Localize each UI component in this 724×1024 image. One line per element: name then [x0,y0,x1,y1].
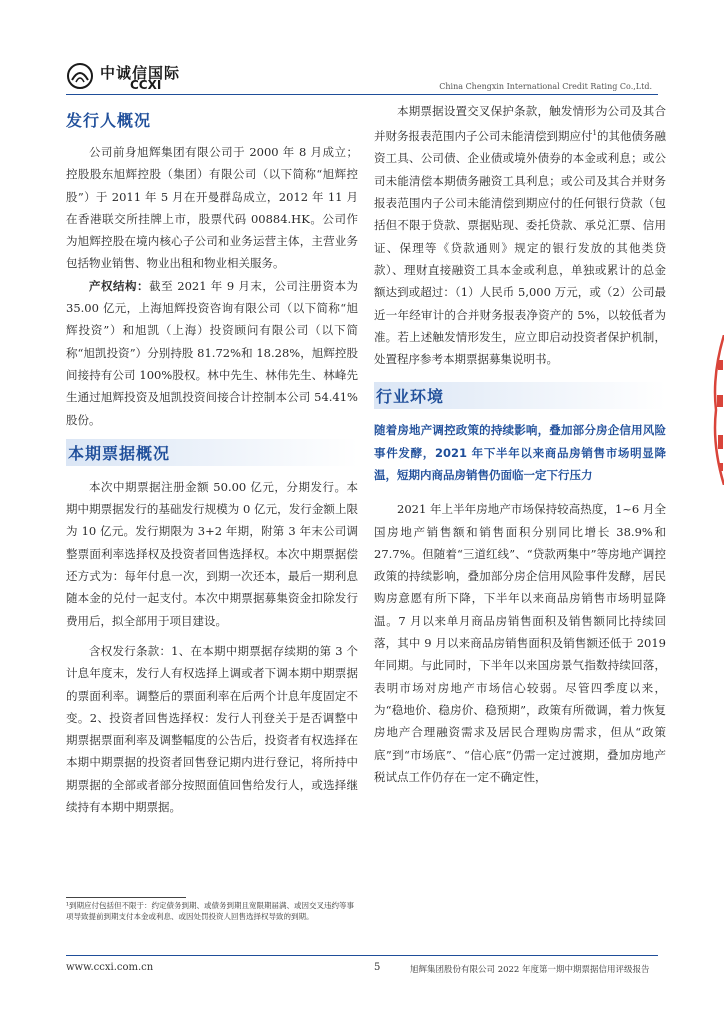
notes-overview-paragraph: 本次中期票据注册金额 50.00 亿元，分期发行。本期中期票据发行的基础发行规模为 0 亿元，发行金额上限为 10 亿元。发行期限为 3+2 年期，附第 3 年末公司调整票面利率选择权及投资者回售选择权。本次中期票据偿还方式为：每年付息一次，到期一次还本，最后一期利息随本金的兑付一起支付。本次中期票据募集资金扣除发行费用后，拟全部用于项目建设。 [66,479,358,628]
issuer-overview-paragraph: 公司前身旭辉集团有限公司于 2000 年 8 月成立；控股股东旭辉控股（集团）有限公司（以下简称“旭辉控股”）于 2011 年 5 月在开曼群岛成立，2012 年 11 月在香港联交所挂牌上市，股票代码 00884.HK。公司作为旭辉控股在境内核心子公司和业务运营主体，主营业务包括物业销售、物业出租和物业相关服务。 [66,145,358,271]
company-logo [66,60,206,94]
footer-website: www.ccxi.com.cn [66,962,154,973]
cross-protection-text-b: 的其他债务融资工具、公司债、企业债或境外债券的本金或利息；或公司未能清偿本期债务融资工具利息；或公司及其合并财务报表范围内子公司未能清偿到期应付的任何银行贷款（包括但不限于贷款、票据贴现、委托贷款、承兑汇票、信用证、保理等《贷款通则》规定的银行发放的其他类贷款）、理财直接融资工具本金或利息，单独或累计的总金额达到或超过：（1）人民币 5,000 万元，或（2）公司最近一年经审计的合并财务报表净资产的 5%，以较低者为准。若上述触发情形发生，应立即启动投资者保护机制，处置程序参考本期票据募集说明书。 [374,129,667,367]
right-column [374,100,666,788]
section-title-issuer-overview: 发行人概况 [66,111,152,130]
logo-chinese-name: 中诚信国际 [100,64,181,82]
seal-stamp-fragment [710,335,724,485]
industry-lead-summary: 随着房地产调控政策的持续影响，叠加部分房企信用风险事件发酵，2021 年下半年以来商品房销售市场明显降温，短期内商品房销售仍面临一定下行压力 [374,423,666,482]
ownership-structure-text: 截至 2021 年 9 月末，公司注册资本为 35.00 亿元，上海旭辉投资咨询有限公司（以下简称“旭辉投资”）和旭凯（上海）投资顾问有限公司（以下简称“旭凯投资”）分别持股 81.72%和 18.28%，旭辉控股间接持有公司 100%股权。林中先生、林伟先生、林峰先生通过旭辉投资及旭凯投资间接合计控制本公司 54.41%股份。 [66,278,358,427]
embedded-option-paragraph: 含权发行条款：1、在本期中期票据存续期的第 3 个计息年度末，发行人有权选择上调或者下调本期中期票据的票面利率。调整后的票面利率在后两个计息年度固定不变。2、投资者回售选择权：发行人刊登关于是否调整中期票据票面利率及调整幅度的公告后，投资者有权选择在本期中期票据的投资者回售登记期内进行登记，将所持中期票据的全部或者部分按照面值回售给发行人，或选择继续持有本期中期票据。 [66,643,358,815]
footer-report-title: 旭辉集团股份有限公司 2022 年度第一期中期票据信用评级报告 [410,965,650,975]
ccxi-logo-icon [66,62,96,90]
header-divider [66,94,658,95]
section-title-notes-overview: 本期票据概况 [66,439,358,466]
footer-divider [66,955,658,956]
footnote-text: ¹到期应付包括但不限于：约定债务到期、或债务到期且宽限期届满、或因交叉违约等事项导致提前到期支付本金或利息、或因处罚投资人回售选择权导致的到期。 [66,901,355,921]
ownership-structure-label: 产权结构： [89,278,150,293]
footnote-divider [66,897,186,898]
cross-protection-paragraph [374,100,666,370]
logo-english-name: CCXI [130,78,162,92]
company-english-name: China Chengxin International Credit Rating Co.,Ltd. [439,82,652,91]
industry-environment-paragraph: 2021 年上半年房地产市场保持较高热度，1~6 月全国房地产销售额和销售面积分别同比增长 38.9%和 27.7%。但随着“三道红线”、“贷款两集中”等房地产调控政策的持续影响，叠加部分房企信用风险事件发酵，居民购房意愿有所下降，下半年以来商品房销售市场明显降温。7 月以来单月商品房销售面积及销售额同比持续回落，其中 9 月以来商品房销售面积及销售额还低于 2019 年同期。与此同时，下半年以来国房景气指数持续回落，表明市场对房地产市场信心较弱。尽管四季度以来，为“稳地价、稳房价、稳预期”，政策有所微调，着力恢复房地产合理融资需求及居民合理购房需求，但从“政策底”到“市场底”、“信心底”仍需一定过渡期，叠加房地产税试点工作仍存在一定不确定性， [374,502,666,784]
cross-protection-text-a: 本期票据设置交叉保护条款，触发情形为公司及其合并财务报表范围内子公司未能清偿到期应付 [374,104,666,144]
footnote-marker: 1 [592,129,597,138]
left-column [66,100,358,818]
ownership-structure-paragraph [66,275,358,431]
page-number: 5 [374,962,381,973]
section-title-industry-environment: 行业环境 [374,382,666,409]
